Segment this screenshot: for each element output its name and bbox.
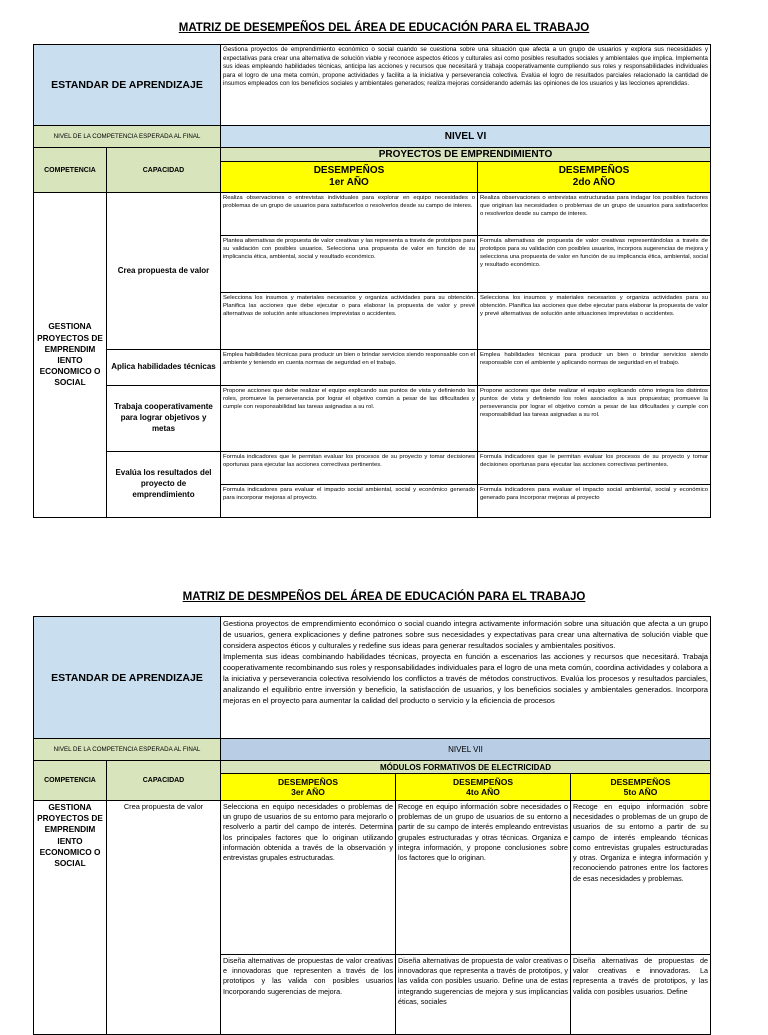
table-row-cell: Selecciona en equipo necesidades o problemas de un grupo de usuarios de su entorno para mejorarlo o resolverlo a partir del campo de interés. Determina los principales factores que lo originan utilizando información obtenida a través de la observación y entrevistas grupales estructuradas.	[221, 801, 396, 955]
level-value: NIVEL VI	[221, 126, 711, 148]
col-capacidad: CAPACIDAD	[107, 761, 221, 801]
table-row-cell: Recoge en equipo información sobre necesidades o problemas de un grupo de usuarios de su entorno a partir de su campo de interés empleando entrevistas grupales estructuradas y otras técnicas. Organiza e integra información, y propone conclusiones sobre los factores que lo originan.	[396, 801, 571, 955]
capacidad-trabaja-cooperativamente: Trabaja cooperativamente para lograr objetivos y metas	[107, 386, 221, 452]
table-row-cell: Propone acciones que debe realizar el equipo explicando cómo integra los distintos puntos de vista y definiendo los roles asociados a sus propuestas; promueve la perseverancia por lograr el objetivo común a pesar de las dificultades y cumple con responsabilidad las tareas asignadas a su rol.	[478, 386, 711, 452]
matrix2-title: MATRIZ DE DESMPEÑOS DEL ÁREA DE EDUCACIÓN PARA EL TRABAJO	[182, 591, 586, 603]
standard-label: ESTANDAR DE APRENDIZAJE	[34, 45, 221, 126]
col-competencia: COMPETENCIA	[34, 148, 107, 193]
col-competencia: COMPETENCIA	[34, 761, 107, 801]
table-row-cell: Realiza observaciones o entrevistas estructuradas para indagar los posibles factores que originan las necesidades o problemas de un grupo de usuarios para satisfacerlos o resolverlos desde su campo de interes.	[478, 193, 711, 236]
table-row-cell: Selecciona los insumos y materiales necesarios y organiza actividades para su obtención. Planifica las acciones que debe ejecutar para elaborar la propuesta de valor y prevé alternativas de solución ante situaciones imprevistas o accidentes.	[478, 293, 711, 350]
capacidad-crea-propuesta: Crea propuesta de valor	[107, 193, 221, 350]
year3-header: DESEMPEÑOS 3er AÑO	[221, 774, 396, 801]
table-row-cell: Realiza observaciones o entrevistas individuales para explorar en equipo necesidades o problemas de un grupo de usuarios para satisfacerlos o resolverlos desde su campo de interes.	[221, 193, 478, 236]
table-row-cell: Plantea alternativas de propuesta de valor creativas y las representa a través de prototipos para su validación con posibles usuarios. Selecciona una propuesta de valor en función de su implicancia ética, ambiental, social y resultado económico.	[221, 236, 478, 293]
matrix2-table	[33, 616, 711, 1035]
standard-text: Gestiona proyectos de emprendimiento económico o social cuando se cuestiona sobre una situación que afecta a un grupo de usuarios y explora sus necesidades y expectativas para crear una alternativa de solución viable y reconoce aspectos éticos y culturales así como posibles resultados sociales y ambientales que implica. Implementa sus ideas empleando habilidades técnicas, anticipa las acciones y recursos que necesitará y trabaja cooperativamente cumpliendo sus roles y responsabilidades individuales para el logro de una meta común, propone actividades y facilita a la iniciativa y perseverancia colectiva. Evalúa el logro de resultados parciales relacionado la cantidad de insumos empleados con los beneficios sociales y ambientales generados; realiza mejoras considerando además las opiniones de los usuarios y las lecciones aprendidas.	[221, 45, 711, 126]
standard-text: Gestiona proyectos de emprendimiento económico o social cuando integra activamente información sobre una situación que afecta a un grupo de usuarios, genera explicaciones y define patrones sobre sus necesidades y expectativas para crear una alternativa de solución viable que considera aspectos éticos y culturales y redefine sus ideas para generar resultados sociales y ambientales positivos. Implementa sus ideas combinando habilidades técnicas, proyecta en función a escenarios las acciones y recursos que necesitará. Trabaja cooperativamente recombinando sus roles y responsabilidades individuales para el logro de una meta común, coordina actividades y colabora a la iniciativa y perseverancia colectiva resolviendo los conflictos a través de métodos constructivos. Evalúa los procesos y resultados parciales, analizando el equilibrio entre inversión y beneficio, la satisfacción de usuarios, y los beneficios sociales y ambientales generados. Incorpora mejoras en el proyecto para aumentar la calidad del producto o servicio y la eficiencia de procesos	[221, 617, 711, 739]
level-label: NIVEL DE LA COMPETENCIA ESPERADA AL FINAL	[34, 126, 221, 148]
year2-header: DESEMPEÑOS 2do AÑO	[478, 162, 711, 193]
year1-header: DESEMPEÑOS 1er AÑO	[221, 162, 478, 193]
level-value: NIVEL VII	[221, 739, 711, 761]
col-capacidad: CAPACIDAD	[107, 148, 221, 193]
table-row-cell: Selecciona los insumos y materiales necesarios y organiza actividades para su obtención. Planifica las acciones que debe ejecutar o para elaborar la propuesta de valor y prevé alternativas de solución ante situaciones imprevistas o accidentes.	[221, 293, 478, 350]
matrix1-title: MATRIZ DE DESEMPEÑOS DEL ÁREA DE EDUCACIÓN PARA EL TRABAJO	[178, 22, 590, 34]
matrix1-table	[33, 44, 711, 518]
standard-label: ESTANDAR DE APRENDIZAJE	[34, 617, 221, 739]
table-row-cell: Diseña alternativas de propuesta de valor creativas o innovadoras que representa a través de prototipos, y las valida con posibles usuario. Define una de estas integrando sugerencias de mejora y sus implicancias éticas, sociales	[396, 955, 571, 1035]
capacidad-evalua-resultados: Evalúa los resultados del proyecto de emprendimiento	[107, 452, 221, 518]
table-row-cell: Propone acciones que debe realizar el equipo explicando sus puntos de vista y definiendo los roles, promueve la perseverancia por lograr el objetivo común a pesar de las dificultades y cumple con responsabilidad las tareas asignadas a su rol.	[221, 386, 478, 452]
table-row-cell: Recoge en equipo información sobre necesidades o problemas de un grupo de usuarios de su entorno a partir de su campo de interés empleando técnicas como entrevistas grupales estructuradas y otras. Organiza e integra información y reconociendo patrones entre los factores de esas necesidades y problemas.	[571, 801, 711, 955]
table-row-cell: Diseña alternativas de propuestas de valor creativas e innovadoras que representen a través de los prototipos y las valida con posibles usuarios Incorporando sugerencias de mejora.	[221, 955, 396, 1035]
project-header: PROYECTOS DE EMPRENDIMIENTO	[221, 148, 711, 162]
module-header: MÓDULOS FORMATIVOS DE ELECTRICIDAD	[221, 761, 711, 774]
year5-header: DESEMPEÑOS 5to AÑO	[571, 774, 711, 801]
table-row-cell: Diseña alternativas de propuestas de valor creativas e innovadoras. La representa a través de prototipos, y las valida con posibles usuarios. Define	[571, 955, 711, 1035]
table-row-cell: Formula indicadores que le permitan evaluar los procesos de su proyecto y tomar decisiones oportunas para ejecutar las acciones correctivas pertinentes.	[221, 452, 478, 485]
table-row-cell: Formula indicadores para evaluar el impacto social ambiental, social y económico generado para incorporar mejoras al proyecto.	[221, 485, 478, 518]
competencia-cell: GESTIONA PROYECTOS DE EMPRENDIM IENTO ECONOMICO O SOCIAL	[34, 193, 107, 518]
capacidad-crea-propuesta: Crea propuesta de valor	[107, 801, 221, 1035]
table-row-cell: Formula alternativas de propuesta de valor creativas representándolas a través de prototipos para su validación con posibles usuarios, incorpora sugerencias de mejora y selecciona una propuesta de valor en función de su implicancia ética, ambiental, social y resultado económico.	[478, 236, 711, 293]
year4-header: DESEMPEÑOS 4to AÑO	[396, 774, 571, 801]
table-row-cell: Formula indicadores para evaluar el impacto social ambiental, social y económico generado para incorporar mejoras al proyecto	[478, 485, 711, 518]
level-label: NIVEL DE LA COMPETENCIA ESPERADA AL FINAL	[34, 739, 221, 761]
competencia-cell: GESTIONA PROYECTOS DE EMPRENDIM IENTO ECONOMICO O SOCIAL	[34, 801, 107, 1035]
capacidad-aplica-habilidades: Aplica habilidades técnicas	[107, 350, 221, 386]
table-row-cell: Emplea habilidades técnicas para producir un bien o brindar servicios siendo responsable con el ambiente y aplicando normas de seguridad en el trabajo.	[478, 350, 711, 386]
table-row-cell: Formula indicadores que le permitan evaluar los procesos de su proyecto y tomar decisiones oportunas para ejecutar las acciones correctivas pertinentes.	[478, 452, 711, 485]
table-row-cell: Emplea habilidades técnicas para producir un bien o brindar servicios siendo responsable con el ambiente y teniendo en cuenta normas de seguridad en el trabajo.	[221, 350, 478, 386]
